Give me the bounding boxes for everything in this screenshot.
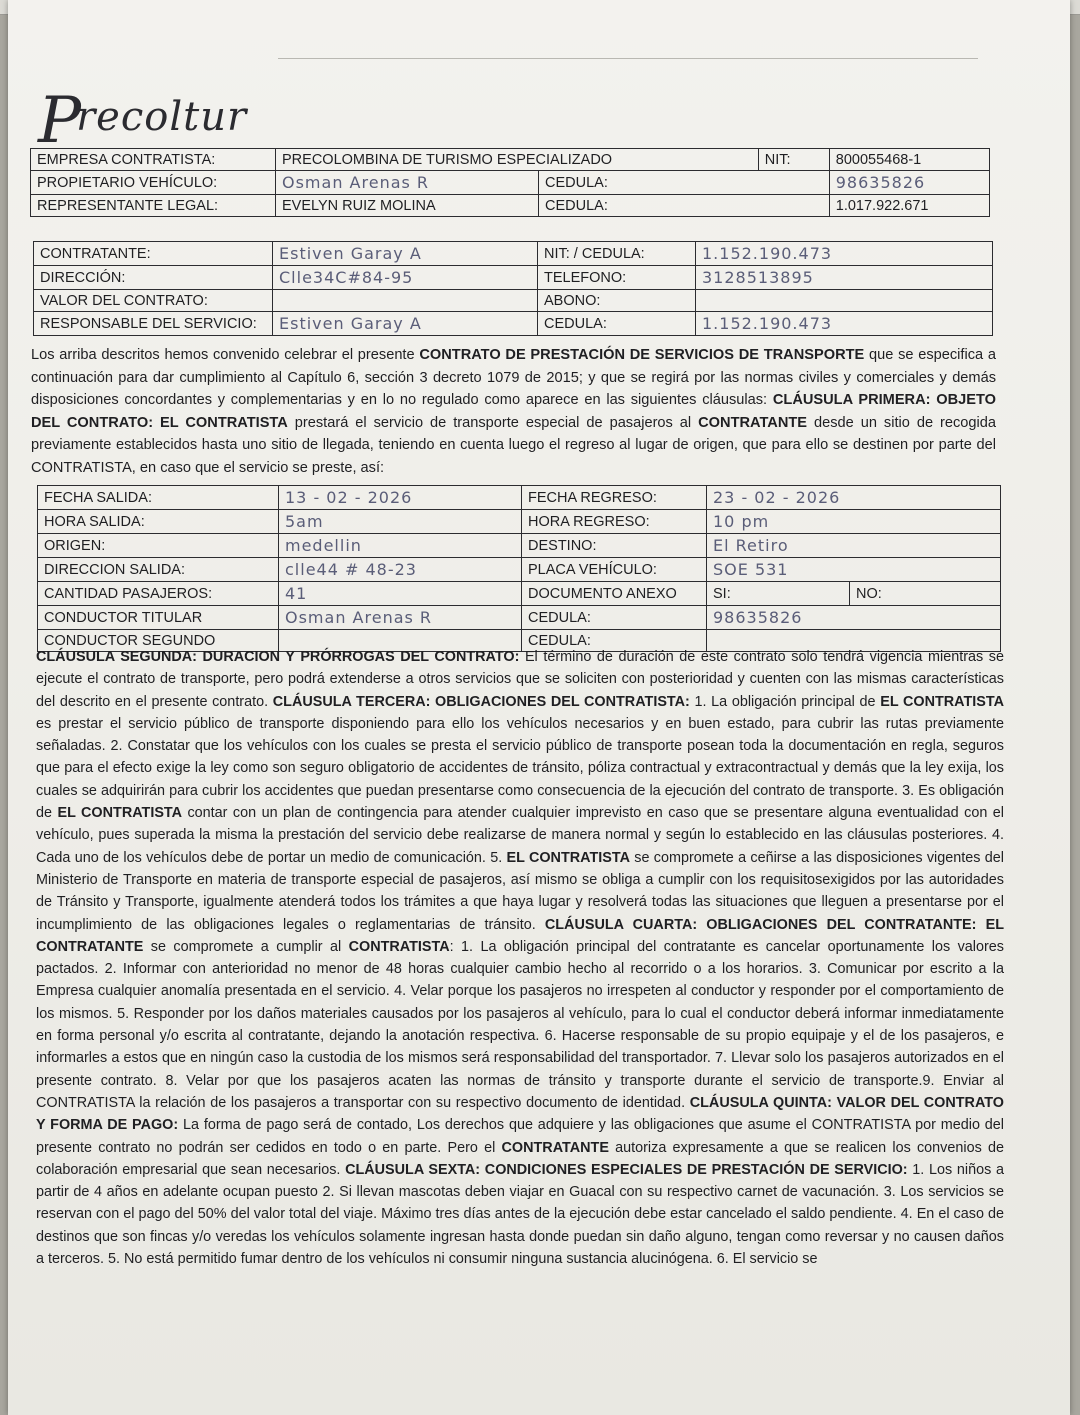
clauses-body [36,646,1004,1270]
clause-3-bold-d: EL CONTRATISTA [57,805,183,822]
fecha-salida-label: FECHA SALIDA: [38,486,279,510]
conductor-titular-value: Osman Arenas R [279,606,522,630]
direccion-value: Clle34C#84-95 [273,266,538,290]
responsable-cedula-label: CEDULA: [538,312,696,336]
representante-cedula-value: 1.017.922.671 [829,195,989,217]
company-table [30,148,990,217]
clause-3-text-g: se compromete a ceñirse a las disposiciones vigentes del Ministerio de Transporte en materia de transporte especial de pasajeros, así mismo se obliga a cumplir con los requisitosexigidos por las autoridades de Tránsito y Transporte, igualmente atenderá todos los trámites a que haya lugar y resolverá todas las situaciones que lleguen a presentarse por el incumplimiento de las obligaciones legales o reglamentarias de tránsito. [36,849,1004,933]
contract-table [33,241,993,336]
telefono-label: TELEFONO: [538,266,696,290]
nit-cedula-value: 1.152.190.473 [696,242,993,266]
clause-3-text-e: contar con un plan de contingencia para atender cualquier imprevisto en caso que se presentare alguna eventualidad con el vehículo, pues superada la misma la prestación del servicio debe realizarse de manera normal y según lo establecido en las cláusulas posteriores. 4. Cada uno de los vehículos debe de portar un medio de comunicación. 5. [36,805,1004,866]
no-label: NO: [850,582,1001,606]
clause-5-bold-b: CONTRATANTE [501,1139,609,1156]
telefono-value: 3128513895 [696,266,993,290]
hora-salida-value: 5am [279,510,522,534]
clause-4-heading: CLÁUSULA CUARTA: OBLIGACIONES DEL CONTRATANTE: EL CONTRATANTE [36,916,1005,955]
conductor-titular-label: CONDUCTOR TITULAR [38,606,279,630]
propietario-value: Osman Arenas R [276,171,539,195]
valor-label: VALOR DEL CONTRATO: [34,290,273,312]
contratante-label: CONTRATANTE: [34,242,273,266]
nit-label: NIT: [758,149,829,171]
propietario-cedula-label: CEDULA: [539,171,830,195]
direccion-salida-label: DIRECCION SALIDA: [38,558,279,582]
representante-cedula-label: CEDULA: [539,195,830,217]
origen-value: medellin [279,534,522,558]
clause-3-bold-b: EL CONTRATISTA [880,693,1004,710]
clause-4-text-c: : 1. La obligación principal del contratante es cancelar oportunamente los valores pactados. 2. Informar con anterioridad no menor de 48 horas cualquier cambio hecho al recorrido o a los horarios. 3. Comunicar por escrito a la Empresa cualquier anomalía presentada en el servicio. 4. Velar porque los pasajeros no irrespeten al conductor y responder por el comportamiento de los mismos. 5. Responder por los daños materiales causados por los pasajeros al vehículo, para lo cual el conductor deberá informar inmediatamente en forma personal y/o escrita al contratante, dejando la anotación respectiva. 6. Hacerse responsable de su propio equipaje y el de los pasajeros, e informarles a estos que en ningún caso la custodia de los mismos será responsabilidad del transportador. 7. Llevar solo los pasajeros autorizados en el presente contrato. 8. Velar por que los pasajeros acaten las normas de tránsito y transporte durante el servicio de transporte.9. Enviar al CONTRATISTA la relación de los pasajeros a transportar con su respectivo documento de identidad. [36,938,1004,1111]
conductor-titular-cedula-value: 98635826 [707,606,1001,630]
propietario-cedula-value: 98635826 [829,171,989,195]
responsable-label: RESPONSABLE DEL SERVICIO: [34,312,273,336]
contract-title: CONTRATO DE PRESTACIÓN DE SERVICIOS DE TRANSPORTE [419,347,865,363]
clause-5-heading: CLÁUSULA QUINTA: VALOR DEL CONTRATO Y FORMA DE PAGO: [36,1094,1004,1134]
responsable-value: Estiven Garay A [273,312,538,336]
si-label: SI: [707,582,850,606]
clause-5-text-c: autoriza expresamente a que se realicen los convenios de colaboración empresarial que sean necesarios. [36,1139,1004,1178]
clause-2-heading: CLÁUSULA SEGUNDA: DURACION Y PRÓRROGAS DEL CONTRATO: [36,649,520,665]
destino-value: El Retiro [707,534,1001,558]
trip-table [37,485,1001,652]
intro-paragraph [31,344,996,480]
clause-4-text-a: se compromete a cumplir al [143,938,349,955]
intro-text-4: desde un sitio de recogida previamente establecidos hasta uno sitio de llegada, teniendo en cuenta luego el regreso al lugar de origen, que para ello se destinen por parte del CONTRATISTA, en caso que el servicio se preste, así: [31,414,997,476]
intro-text-1: Los arriba descritos hemos convenido celebrar el presente [31,347,420,363]
header-rule [278,58,978,59]
contratante-value: Estiven Garay A [273,242,538,266]
responsable-cedula-value: 1.152.190.473 [696,312,993,336]
nit-value: 800055468-1 [829,149,989,171]
direccion-label: DIRECCIÓN: [34,266,273,290]
empresa-value: PRECOLOMBINA DE TURISMO ESPECIALIZADO [276,149,759,171]
placa-value: SOE 531 [707,558,1001,582]
clause-3-bold-f: EL CONTRATISTA [506,849,630,866]
fecha-salida-value: 13 - 02 - 2026 [279,486,522,510]
representante-value: EVELYN RUIZ MOLINA [276,195,539,217]
hora-salida-label: HORA SALIDA: [38,510,279,534]
conductor-segundo-label: CONDUCTOR SEGUNDO [38,630,279,652]
clause-3-text-a: 1. La obligación principal de [689,693,881,710]
clause-4-bold-b: CONTRATISTA [348,938,450,955]
clause-5-text-a: La forma de pago será de contado, Los derechos que adquiere y las obligaciones que asume el CONTRATISTA por medio del presente contrato no podrán ser cedidos en todo o en parte. Pero el [36,1117,1004,1156]
valor-value [273,290,538,312]
placa-label: PLACA VEHÍCULO: [522,558,707,582]
cantidad-value: 41 [279,582,522,606]
destino-label: DESTINO: [522,534,707,558]
origen-label: ORIGEN: [38,534,279,558]
clause-3-heading: CLÁUSULA TERCERA: OBLIGACIONES DEL CONTRATISTA: [272,693,690,710]
clause-1-heading: CLÁUSULA PRIMERA: OBJETO DEL CONTRATO: EL CONTRATISTA [31,392,996,431]
cantidad-label: CANTIDAD PASAJEROS: [38,582,279,606]
company-logo: Precoltur [38,84,248,158]
conductor-segundo-cedula-label: CEDULA: [522,630,707,652]
clause-6-heading: CLÁUSULA SEXTA: CONDICIONES ESPECIALES DE PRESTACIÓN DE SERVICIO: [345,1161,908,1178]
clause-2-text: El término de duración de este contrato solo tendrá vigencia mientras se ejecute el contrato de transporte, pero podrá extenderse a otros servicios que se soliciten con posterioridad y cuenten con las mismas características del descrito en el presente contrato. [36,649,1004,710]
empresa-label: EMPRESA CONTRATISTA: [31,149,276,171]
clause-3-text-c: es prestar el servicio público de transporte disponiendo para ello los vehículos necesarios y en buen estado, para cubrir las rutas previamente señaladas. 2. Constatar que los vehículos con los cuales se presta el servicio público de transporte posean toda la documentación en regla, seguros que para el efecto exige la ley como son seguro obligatorio de accidentes de tránsito, póliza contractual y extracontractual y demás que la ley exija, los cuales se adquirirán para cubrir los accidentes que puedan presentarse como consecuencia de la ejecución del contrato de transporte. 3. Es obligación de [36,715,1004,822]
contratante-bold: CONTRATANTE [698,414,808,431]
documento-anexo-label: DOCUMENTO ANEXO [522,582,707,606]
conductor-titular-cedula-label: CEDULA: [522,606,707,630]
intro-text-3: prestará el servicio de transporte especial de pasajeros al [287,414,699,431]
hora-regreso-value: 10 pm [707,510,1001,534]
propietario-label: PROPIETARIO VEHÍCULO: [31,171,276,195]
nit-cedula-label: NIT: / CEDULA: [538,242,696,266]
hora-regreso-label: HORA REGRESO: [522,510,707,534]
abono-label: ABONO: [538,290,696,312]
fecha-regreso-value: 23 - 02 - 2026 [707,486,1001,510]
fecha-regreso-label: FECHA REGRESO: [522,486,707,510]
clause-6-text: 1. Los niños a partir de 4 años en adelante ocupan puesto 2. Si llevan mascotas deben viajar en Guacal con su respectivo carnet de vacunación. 3. Los servicios se reservan con el pago del 50% del valor total del viaje. Máximo tres días antes de la ejecución debe estar cancelado el saldo pendiente. 4. En el caso de destinos que son fincas y/o veredas los vehículos solamente ingresan hasta donde puedan sin daño alguno, tengan como reversar y no causen daños a terceros. 5. No está permitido fumar dentro de los vehículos ni consumir ninguna sustancia alucinógena. 6. El servicio se [36,1161,1004,1268]
intro-text-2: que se especifica a continuación para dar cumplimiento al Capítulo 6, sección 3 decreto 1079 de 2015; y que se regirá por las normas civiles y comerciales y demás disposiciones concordantes y complementarias y en lo no regulado como aparece en las siguientes cláusulas: [31,347,996,409]
direccion-salida-value: clle44 # 48-23 [279,558,522,582]
abono-value [696,290,993,312]
representante-label: REPRESENTANTE LEGAL: [31,195,276,217]
